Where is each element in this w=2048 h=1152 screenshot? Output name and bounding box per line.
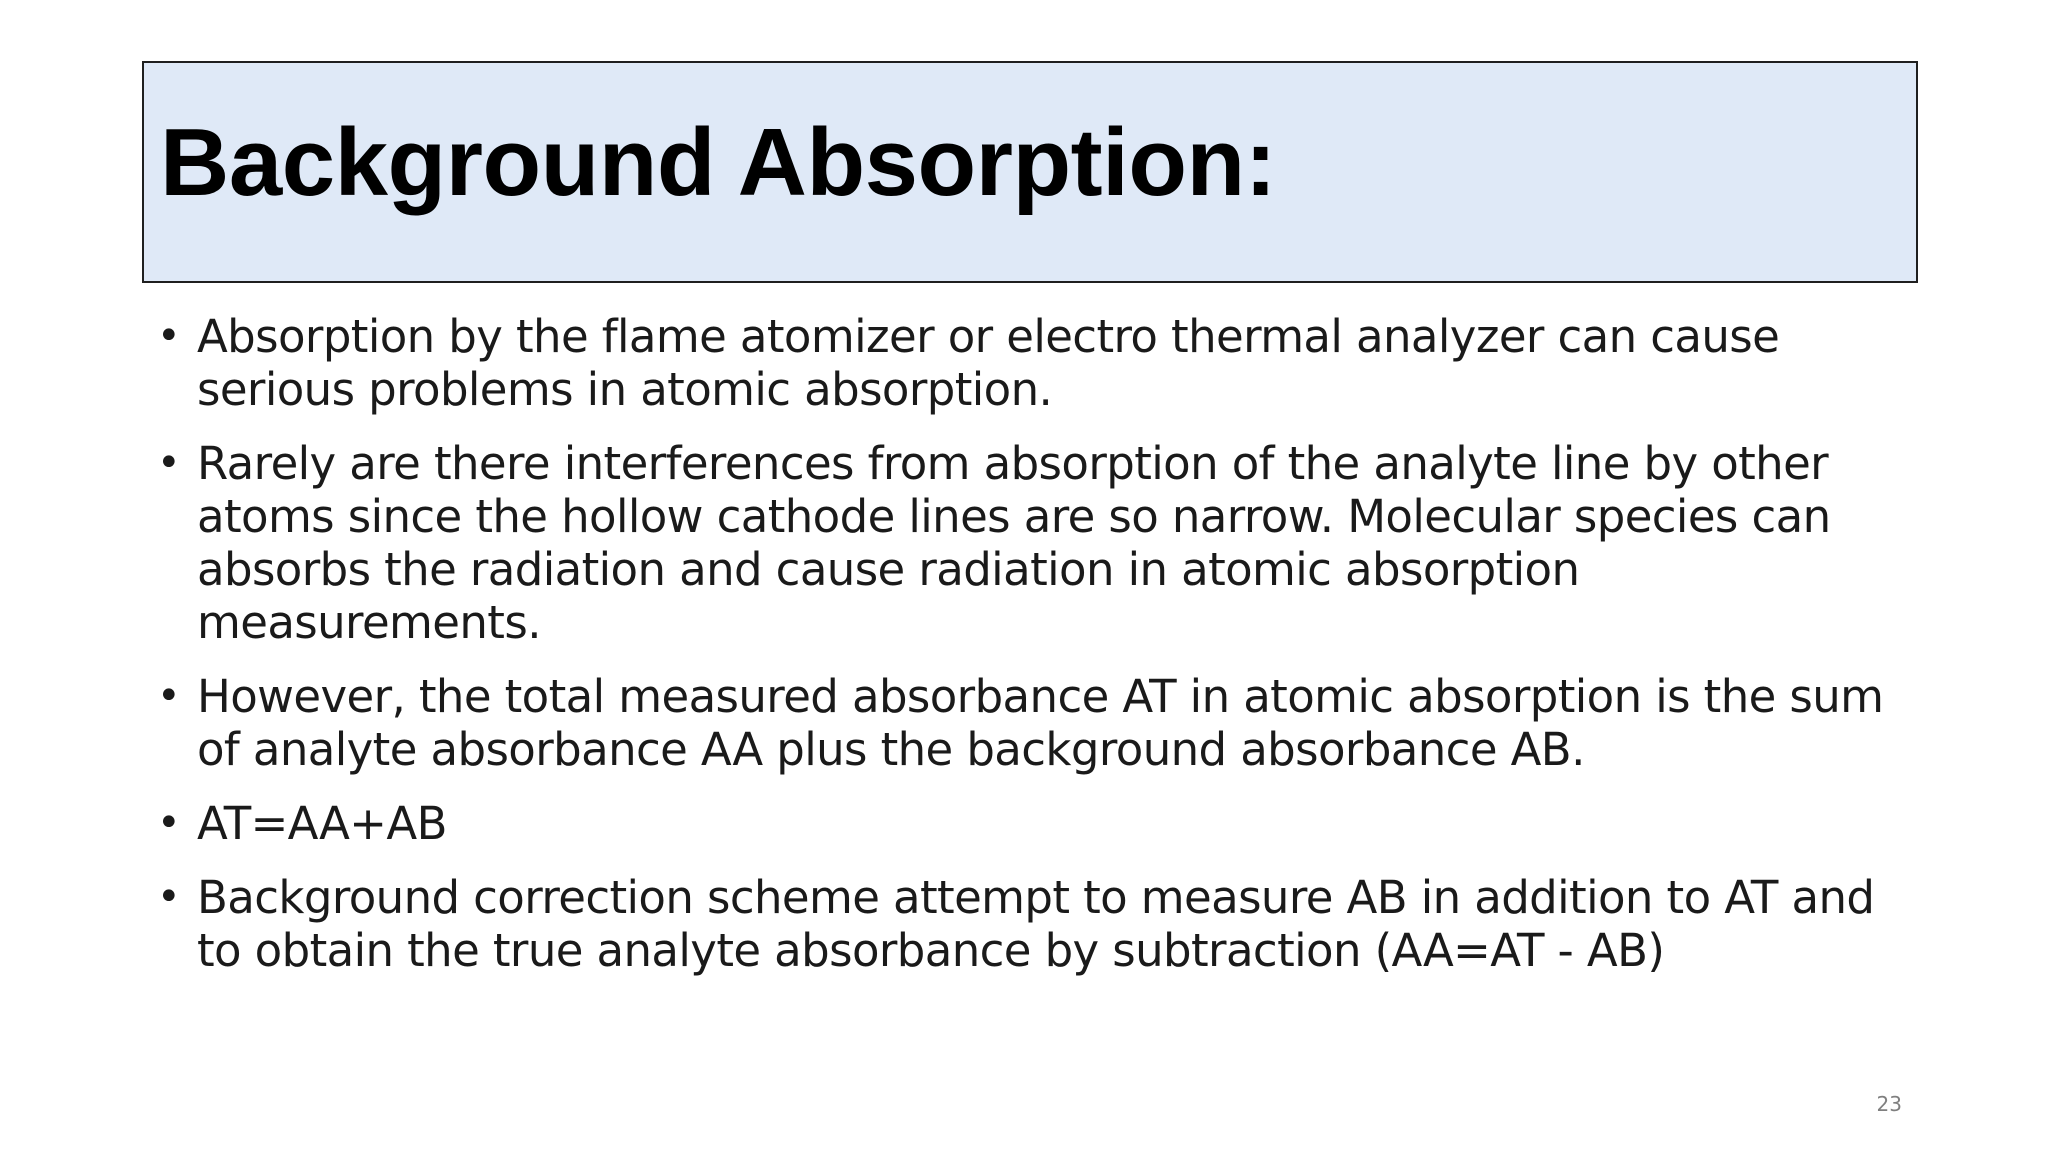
bullet-dot-icon: • (157, 673, 180, 719)
bullet-dot-icon: • (157, 313, 180, 359)
bullet-item (155, 797, 1915, 850)
title-box (142, 61, 1918, 283)
slide-number: 23 (1876, 1092, 1902, 1116)
bullet-dot-icon: • (157, 874, 180, 920)
bullet-text: Background correction scheme attempt to measure AB in addition to AT and to obtain the true analyte absorbance by subtraction (AA=AT - AB) (197, 871, 1875, 977)
bullet-dot-icon: • (157, 440, 180, 486)
bullet-item (155, 437, 1915, 649)
bullet-item (155, 871, 1915, 977)
bullet-item (155, 310, 1915, 416)
slide-title: Background Absorption: (160, 109, 1277, 216)
bullet-text: AT=AA+AB (197, 797, 447, 850)
bullet-text: Rarely are there interferences from absorption of the analyte line by other atoms since the hollow cathode lines are so narrow. Molecular species can absorbs the radiation and cause radiation in atomic absorption measurements. (197, 437, 1831, 649)
bullet-list (155, 310, 1915, 998)
bullet-text: Absorption by the flame atomizer or electro thermal analyzer can cause serious problems in atomic absorption. (197, 310, 1780, 416)
bullet-item (155, 670, 1915, 776)
bullet-text: However, the total measured absorbance AT in atomic absorption is the sum of analyte absorbance AA plus the background absorbance AB. (197, 670, 1884, 776)
bullet-dot-icon: • (157, 800, 180, 846)
